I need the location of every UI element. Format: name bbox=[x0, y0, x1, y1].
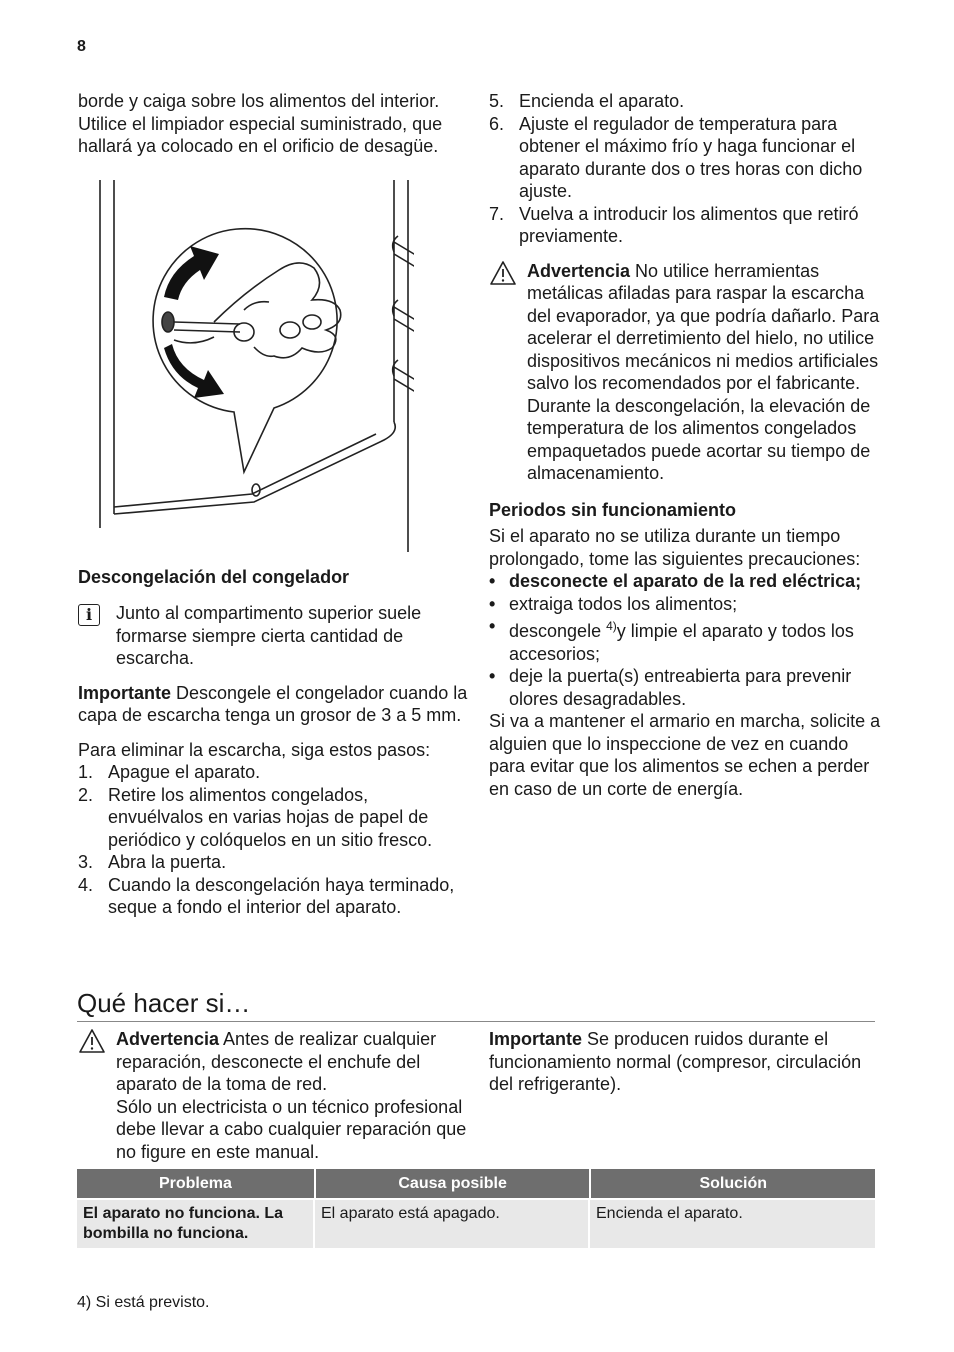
heading-descongelacion: Descongelación del congelador bbox=[78, 566, 350, 587]
heading-periodos: Periodos sin funcionamiento bbox=[489, 499, 737, 520]
list-item: • deje la puerta(s) entreabierta para prevenir olores desagradables. bbox=[489, 666, 852, 709]
steps-intro: Para eliminar la escarcha, siga estos pasos: bbox=[78, 739, 431, 760]
column-header: Problema bbox=[77, 1169, 316, 1198]
left-column bbox=[78, 90, 468, 919]
warning-text: Advertencia No utilice herramientas metálicas afiladas para raspar la escarcha del evaporador, ya que podría dañarlo. Para acelerar el derretimiento del hielo, no utilice dispositivos mecánicos ni medios artificiales salvo los recomendados por el fabricante. Durante la descongelación, la elevación de temperatura de los alimentos congelados empaquetados puede acortar su tiempo de almacenamiento. bbox=[527, 260, 880, 483]
list-item: 1. Apague el aparato. bbox=[78, 762, 261, 782]
list-item: 7. Vuelva a introducir los alimentos que retiró previamente. bbox=[489, 203, 859, 246]
important-label: Importante bbox=[78, 682, 172, 703]
defrost-illustration bbox=[94, 172, 414, 552]
column-header: Causa posible bbox=[316, 1169, 592, 1198]
warning-icon bbox=[78, 1028, 106, 1054]
right-column bbox=[489, 90, 881, 800]
que-hacer-important bbox=[489, 1028, 881, 1096]
periodos-outro: Si va a mantener el armario en marcha, solicite a alguien que lo inspeccione de vez en cuando para evitar que los alimentos se echen a perder en caso de un corte de energía. bbox=[489, 711, 881, 799]
section-title: Qué hacer si… bbox=[77, 988, 251, 1018]
warning-text: Advertencia Antes de realizar cualquier reparación, desconecte el enchufe del aparato de la toma de red. bbox=[116, 1029, 437, 1094]
warning-icon bbox=[489, 260, 517, 286]
list-item: 4. Cuando la descongelación haya terminado, seque a fondo el interior del aparato. bbox=[78, 874, 455, 917]
important-note: Importante Se producen ruidos durante el funcionamiento normal (compresor, circulación del refrigerante). bbox=[489, 1029, 862, 1094]
warning-text-2: Sólo un electricista o un técnico profesional debe llevar a cabo cualquier reparación que no figure en este manual. bbox=[116, 1096, 467, 1162]
list-item: 2. Retire los alimentos congelados, envuélvalos en varias hojas de papel de periódico y colóquelos en un sitio fresco. bbox=[78, 784, 433, 850]
steps-list-right bbox=[489, 90, 881, 248]
section-divider bbox=[77, 1021, 875, 1022]
steps-list-left bbox=[78, 761, 468, 919]
list-item: 3. Abra la puerta. bbox=[78, 852, 227, 872]
footnote: 4) Si está previsto. bbox=[77, 1294, 210, 1311]
important-text: Descongele el congelador cuando la capa de escarcha tenga un grosor de 3 a 5 mm. bbox=[78, 682, 468, 725]
intro-paragraph: borde y caiga sobre los alimentos del interior. Utilice el limpiador especial suministrado, que hallará ya colocado en el orificio de desagüe. bbox=[78, 91, 443, 156]
info-note bbox=[78, 602, 468, 670]
page-number: 8 bbox=[77, 38, 86, 55]
defrost-drain-illustration bbox=[94, 172, 414, 552]
que-hacer-warning bbox=[78, 1028, 468, 1163]
list-item: • descongele $^{4)}$y limpie el aparato y todos los accesorios; bbox=[489, 616, 854, 664]
table-header bbox=[77, 1169, 875, 1198]
info-icon: i bbox=[78, 604, 100, 626]
troubleshooting-table bbox=[77, 1169, 875, 1248]
periodos-intro: Si el aparato no se utiliza durante un tiempo prolongado, tome las siguientes precauciones: bbox=[489, 526, 861, 569]
warning-block bbox=[489, 260, 881, 485]
list-item: 5. Encienda el aparato. bbox=[489, 91, 685, 111]
important-note bbox=[78, 682, 468, 727]
table-row bbox=[77, 1200, 875, 1248]
table-cell: El aparato no funciona. La bombilla no funciona. bbox=[77, 1200, 315, 1248]
list-item: • desconecte el aparato de la red eléctrica; bbox=[489, 571, 862, 591]
info-note-text: Junto al compartimento superior suele formarse siempre cierta cantidad de escarcha. bbox=[116, 603, 422, 668]
list-item: • extraiga todos los alimentos; bbox=[489, 593, 738, 614]
periodos-list bbox=[489, 570, 881, 710]
list-item: 6. Ajuste el regulador de temperatura para obtener el máximo frío y haga funcionar el aparato durante dos o tres horas con dicho ajuste. bbox=[489, 113, 863, 201]
table-cell: Encienda el aparato. bbox=[596, 1205, 743, 1222]
column-header: Solución bbox=[699, 1174, 767, 1192]
table-cell: El aparato está apagado. bbox=[315, 1200, 590, 1248]
